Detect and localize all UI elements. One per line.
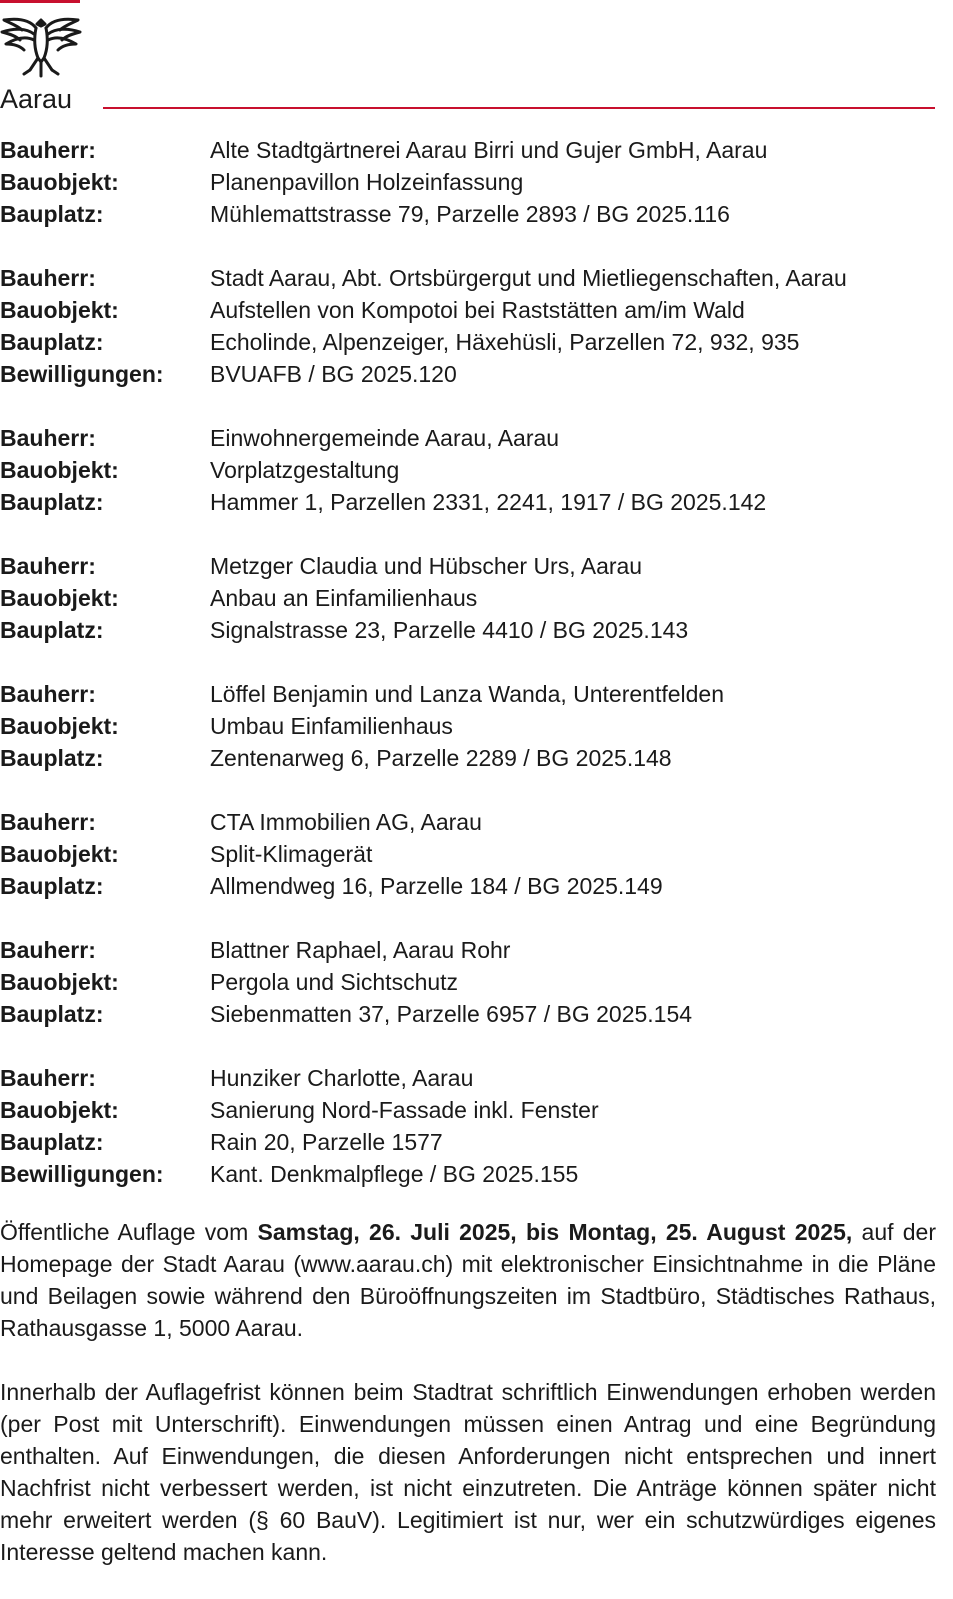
value-bauplatz: Rain 20, Parzelle 1577 — [210, 1129, 443, 1155]
label-bauobjekt: Bauobjekt: — [0, 297, 119, 323]
label-bauplatz: Bauplatz: — [0, 489, 104, 515]
value-bauherr: Blattner Raphael, Aarau Rohr — [210, 937, 511, 963]
value-bauobjekt: Anbau an Einfamilienhaus — [210, 585, 478, 611]
label-bauobjekt: Bauobjekt: — [0, 585, 119, 611]
value-bauherr: Metzger Claudia und Hübscher Urs, Aarau — [210, 553, 643, 579]
building-permit-list — [0, 134, 940, 1222]
label-bauherr: Bauherr: — [0, 425, 96, 451]
label-bauplatz: Bauplatz: — [0, 1001, 104, 1027]
label-bauherr: Bauherr: — [0, 937, 96, 963]
value-bauobjekt: Sanierung Nord-Fassade inkl. Fenster — [210, 1097, 599, 1123]
notice-objections: Innerhalb der Auflagefrist können beim Stadtrat schriftlich Einwendungen erhoben werden (per Post mit Unterschrift). Einwendungen müssen einen Antrag und eine Begründung enthalten. Auf Einwendungen, die diesen Anforderungen nicht entsprechen und innert Nachfrist nicht verbessert werden, ist nicht einzutreten. Die Anträge können später nicht mehr erweitert werden (§ 60 BauV). Legitimiert ist nur, wer ein schutzwürdiges eigenes Interesse geltend machen kann. — [0, 1379, 936, 1565]
label-bauplatz: Bauplatz: — [0, 201, 104, 227]
value-bauplatz: Echolinde, Alpenzeiger, Häxehüsli, Parzellen 72, 932, 935 — [210, 329, 800, 355]
value-bauobjekt: Aufstellen von Kompotoi bei Raststätten am/im Wald — [210, 297, 745, 323]
notice-rest: auf der Homepage der Stadt Aarau (www.aarau.ch) mit elektronischer Einsichtnahme in die Pläne und Beilagen sowie während den Büroöffnungszeiten im Stadtbüro, Städtisches Rathaus, Rathausgasse 1, 5000 Aarau. — [0, 1219, 936, 1341]
label-bauplatz: Bauplatz: — [0, 1129, 104, 1155]
permit-entry — [0, 134, 940, 230]
permit-entry — [0, 422, 940, 518]
label-bauherr: Bauherr: — [0, 809, 96, 835]
value-bauplatz: Signalstrasse 23, Parzelle 4410 / BG 2025.143 — [210, 617, 689, 643]
label-bauherr: Bauherr: — [0, 1065, 96, 1091]
value-bauherr: Einwohnergemeinde Aarau, Aarau — [210, 425, 560, 451]
value-bewilligungen: BVUAFB / BG 2025.120 — [210, 361, 457, 387]
value-bauplatz: Mühlemattstrasse 79, Parzelle 2893 / BG 2025.116 — [210, 201, 730, 227]
label-bauplatz: Bauplatz: — [0, 873, 104, 899]
label-bewilligungen: Bewilligungen: — [0, 1161, 164, 1187]
label-bewilligungen: Bewilligungen: — [0, 361, 164, 387]
permit-entry — [0, 678, 940, 774]
label-bauobjekt: Bauobjekt: — [0, 713, 119, 739]
notice-dates: Samstag, 26. Juli 2025, bis Montag, 25. August 2025, — [257, 1219, 853, 1245]
value-bauherr: CTA Immobilien AG, Aarau — [210, 809, 482, 835]
value-bauherr: Stadt Aarau, Abt. Ortsbürgergut und Mietliegenschaften, Aarau — [210, 265, 847, 291]
header-rule — [103, 107, 935, 109]
label-bauobjekt: Bauobjekt: — [0, 841, 119, 867]
label-bauherr: Bauherr: — [0, 137, 96, 163]
label-bauobjekt: Bauobjekt: — [0, 169, 119, 195]
label-bauobjekt: Bauobjekt: — [0, 457, 119, 483]
value-bauobjekt: Vorplatzgestaltung — [210, 457, 400, 483]
notice-public-display — [0, 1216, 936, 1344]
notice-prefix: Öffentliche Auflage vom — [0, 1219, 258, 1245]
label-bauobjekt: Bauobjekt: — [0, 969, 119, 995]
value-bauplatz: Siebenmatten 37, Parzelle 6957 / BG 2025.154 — [210, 1001, 693, 1027]
value-bauobjekt: Umbau Einfamilienhaus — [210, 713, 453, 739]
label-bauplatz: Bauplatz: — [0, 617, 104, 643]
label-bauherr: Bauherr: — [0, 553, 96, 579]
label-bauobjekt: Bauobjekt: — [0, 1097, 119, 1123]
label-bauherr: Bauherr: — [0, 681, 96, 707]
eagle-crest-icon — [0, 14, 82, 80]
permit-entry — [0, 934, 940, 1030]
label-bauplatz: Bauplatz: — [0, 329, 104, 355]
label-bauherr: Bauherr: — [0, 265, 96, 291]
value-bauplatz: Allmendweg 16, Parzelle 184 / BG 2025.149 — [210, 873, 663, 899]
value-bauherr: Löffel Benjamin und Lanza Wanda, Unterentfelden — [210, 681, 725, 707]
permit-entry — [0, 1062, 940, 1190]
permit-entry — [0, 262, 940, 390]
permit-entry — [0, 806, 940, 902]
label-bauplatz: Bauplatz: — [0, 745, 104, 771]
value-bewilligungen: Kant. Denkmalpflege / BG 2025.155 — [210, 1161, 579, 1187]
town-name: Aarau — [0, 84, 73, 114]
permit-entry — [0, 550, 940, 646]
value-bauherr: Hunziker Charlotte, Aarau — [210, 1065, 474, 1091]
value-bauobjekt: Pergola und Sichtschutz — [210, 969, 459, 995]
value-bauherr: Alte Stadtgärtnerei Aarau Birri und Gujer GmbH, Aarau — [210, 137, 768, 163]
top-accent-line — [0, 0, 80, 3]
value-bauobjekt: Split-Klimagerät — [210, 841, 373, 867]
value-bauplatz: Zentenarweg 6, Parzelle 2289 / BG 2025.148 — [210, 745, 672, 771]
value-bauobjekt: Planenpavillon Holzeinfassung — [210, 169, 524, 195]
value-bauplatz: Hammer 1, Parzellen 2331, 2241, 1917 / BG 2025.142 — [210, 489, 767, 515]
